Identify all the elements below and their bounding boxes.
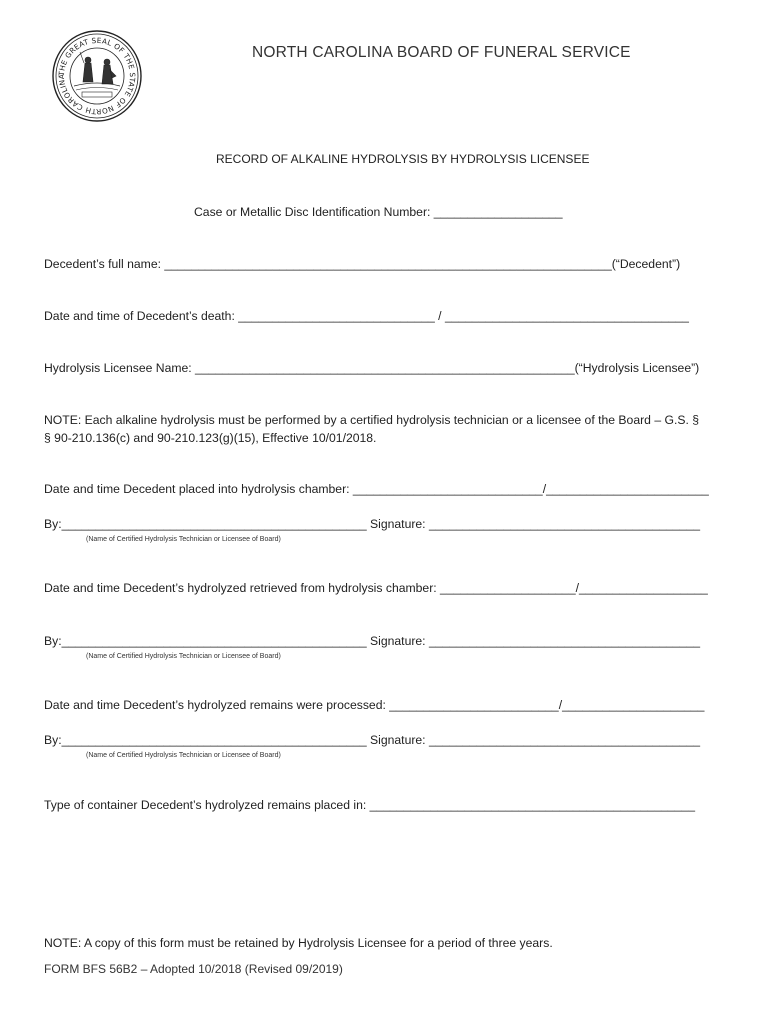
processed-by-signature-field[interactable]: By:_____________________________________________ Signature: ________________________________________: [44, 733, 701, 747]
licensee-name-field[interactable]: Hydrolysis Licensee Name: ________________________________________________________(“Hydrolysis Licensee”): [44, 361, 700, 375]
retention-note: NOTE: A copy of this form must be retained by Hydrolysis Licensee for a period of three years.: [44, 936, 553, 950]
placed-by-signature-field[interactable]: By:_____________________________________________ Signature: ________________________________________: [44, 517, 701, 531]
retrieved-by-caption: (Name of Certified Hydrolysis Technician or Licensee of Board): [86, 653, 281, 660]
placed-datetime-field[interactable]: Date and time Decedent placed into hydrolysis chamber: ____________________________/________________________: [44, 482, 709, 496]
death-datetime-field[interactable]: Date and time of Decedent’s death: _____________________________ / ____________________________________: [44, 309, 689, 323]
svg-text:THE GREAT SEAL OF THE STATE OF: THE GREAT SEAL OF THE STATE OF NORTH CAROLINA: [56, 35, 138, 117]
container-type-field[interactable]: Type of container Decedent’s hydrolyzed remains placed in: ________________________________________________: [44, 798, 695, 812]
processed-by-caption: (Name of Certified Hydrolysis Technician or Licensee of Board): [86, 752, 281, 759]
technician-note-line1: NOTE: Each alkaline hydrolysis must be performed by a certified hydrolysis technician or a licensee of the Board – G.S. §: [44, 413, 700, 427]
form-identifier: FORM BFS 56B2 – Adopted 10/2018 (Revised 09/2019): [44, 962, 343, 976]
technician-note-line2: § 90-210.136(c) and 90-210.123(g)(15), Effective 10/01/2018.: [44, 431, 377, 445]
processed-datetime-field[interactable]: Date and time Decedent’s hydrolyzed remains were processed: _________________________/_____________________: [44, 698, 705, 712]
retrieved-datetime-field[interactable]: Date and time Decedent’s hydrolyzed retrieved from hydrolysis chamber: ____________________/___________________: [44, 581, 708, 595]
form-title: RECORD OF ALKALINE HYDROLYSIS BY HYDROLYSIS LICENSEE: [216, 152, 590, 166]
decedent-name-field[interactable]: Decedent’s full name: __________________________________________________________________(“Decedent”): [44, 257, 681, 271]
placed-by-caption: (Name of Certified Hydrolysis Technician or Licensee of Board): [86, 536, 281, 543]
retrieved-by-signature-field[interactable]: By:_____________________________________________ Signature: ________________________________________: [44, 634, 701, 648]
agency-name: NORTH CAROLINA BOARD OF FUNERAL SERVICE: [252, 44, 631, 61]
case-number-field[interactable]: Case or Metallic Disc Identification Number: ___________________: [194, 205, 563, 219]
state-seal: [52, 30, 142, 122]
